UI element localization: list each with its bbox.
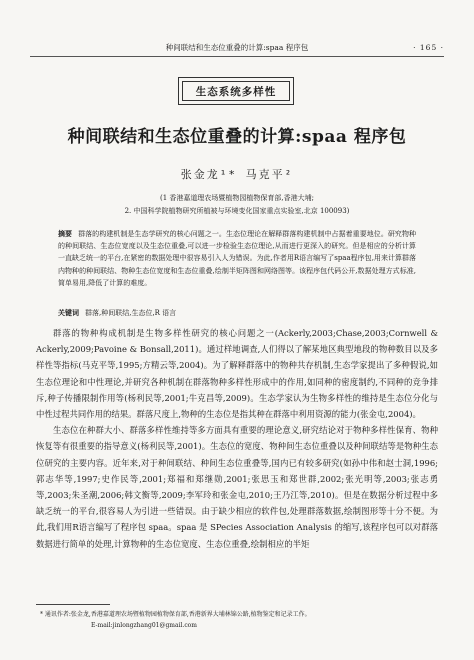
body-paragraph: 生态位在种群大小、群落多样性维持等多方面具有重要的理论意义,研究结论对于物种多样性保育、物种恢复等有很重要的指导意义(杨利民等,2001)。生态位的宽度、物种间生态位重叠以及种间联结等是物种生态位研究的主要内容。近年来,对于种间联结、种间生态位重叠等,国内已有较多研究(如孙中伟和赵士洞,1996;郭志华等,1997;史作民等,2001;郑福和郑继勋,2001;张思玉和郑世群,2002;张光明等,2003;张志勇等,2003;朱圣潮,2006;韩文衡等,2009;李军玲和张金屯,2010;王乃江等,2010)。但是在数据分析过程中多缺乏统一的平台,很容易人为引进一些错误。由于缺少相应的软件包,处理群落数据,绘制图形等十分不便。为此,我们用R语言编写了程序包 spaa。spaa 是 SPecies Association Analysis 的缩写,该程序包可以对群落数据进行简单的处理,计算物种的生态位宽度、生态位重叠,绘制相应的半矩 — [36, 425, 438, 549]
body-paragraph: 群落的物种构成机制是生物多样性研究的核心问题之一(Ackerly,2003;Chase,2003;Cornwell & Ackerly,2009;Pavoine & Bonsall,2011)。通过样地调查,人们得以了解某地区典型地段的物种数目以及多样性等指标(马克平等,1995;方精云等,2004)。为了解释群落中的物种共存机制,生态学家提出了多种假说,如生态位理论和中性理论,并研究各种机制在群落物种多样性形成中的作用,如同种的密度制约,不同种的竞争排斥,种子传播限制作用等(杨利民等,2001;牛克昌等,2009)。生态学家认为生物多样性的维持是生态位分化与中性过程共同作用的结果。群落尺度上,物种的生态位是指其种在群落中利用资源的能力(张金屯,2004)。 — [36, 328, 438, 420]
running-title: 种间联结和生态位重叠的计算:spaa 程序包 — [165, 43, 309, 52]
page-number: · 165 · — [413, 43, 444, 52]
affiliation-2: 2. 中国科学院植物研究所植被与环境变化国家重点实验室,北京 100093) — [124, 207, 350, 215]
footnote-divider — [36, 604, 110, 605]
running-header — [30, 42, 444, 57]
keywords-label: 关键词 — [58, 308, 79, 317]
abstract — [58, 228, 416, 289]
footnote — [36, 609, 438, 631]
body-text — [36, 325, 438, 552]
abstract-label: 摘要 — [58, 229, 73, 238]
article-title: 种间联结和生态位重叠的计算:spaa 程序包 — [67, 127, 407, 147]
keywords-text: 群落,种间联结,生态位,R 语言 — [85, 309, 177, 317]
section-label: 生态系统多样性 — [182, 81, 290, 101]
footnote-author-info: * 通讯作者:张金龙,香港嘉道理农场暨植物园植物保育部,香港新界大埔林锦公路,植物鉴定和记录工作。 — [40, 611, 311, 618]
keywords — [58, 307, 416, 319]
affiliation-1: (1 香港嘉道理农场暨植物园植物保育部,香港大埔; — [160, 194, 314, 202]
section-label-box — [178, 77, 294, 105]
abstract-text: 群落的构建机制是生态学研究的核心问题之一。生态位理论在解释群落构建机制中占据着重要地位。研究物种的种间联结、生态位宽度以及生态位重叠,可以进一步检验生态位理论,从而进行更深入的研究。但是相应的分析计算一直缺乏统一的平台,在紧密的数据处理中很容易引入人为错误。为此,作者用R语言编写了spaa程序包,用来计算群落内物种的种间联结、物种生态位宽度和生态位重叠,绘制半矩阵图和网络图等。该程序包代码公开,数据处理方式标准,简单易用,降低了计算的难度。 — [58, 230, 417, 287]
footnote-email: E-mail:jinlongzhang01@gmail.com — [91, 622, 197, 629]
author-line: 张金龙¹* 马克平² — [180, 168, 294, 181]
